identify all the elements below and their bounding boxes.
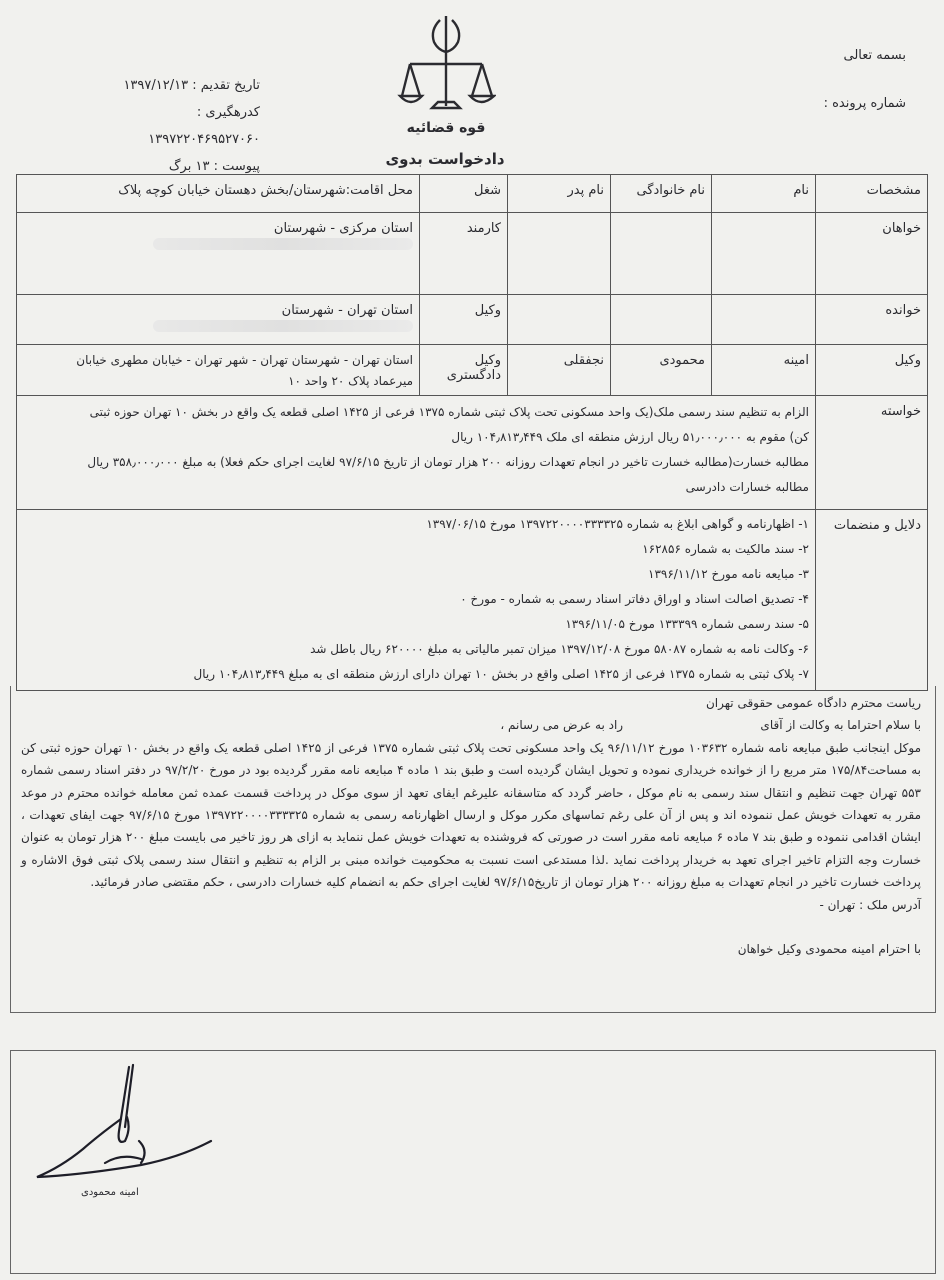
lawyer-father: نجفقلی [508, 345, 611, 396]
petition-body [21, 692, 921, 960]
submit-date: تاریخ تقدیم : ۱۳۹۷/۱۲/۱۳ [123, 78, 260, 93]
lawyer-family: محمودی [611, 345, 712, 396]
header-address: محل اقامت:شهرستان/بخش دهستان خیابان کوچه پلاک [17, 175, 420, 213]
evidence-item: ۵- سند رسمی شماره ۱۳۳۳۹۹ مورخ ۱۳۹۶/۱۱/۰۵ [565, 617, 809, 631]
defendant-address-cell [17, 295, 420, 345]
defendant-family [611, 295, 712, 345]
defendant-address: استان تهران - شهرستان [281, 303, 413, 318]
petition-table [16, 174, 928, 691]
header-meta [90, 72, 260, 180]
document-title: دادخواست بدوی [385, 150, 505, 168]
organization-name: قوه قضائیه [406, 120, 486, 136]
judiciary-emblem-icon [396, 12, 496, 116]
lawyer-address-line-2: میرعماد پلاک ۲۰ واحد ۱۰ [288, 374, 413, 388]
defendant-father [508, 295, 611, 345]
property-address: آدرس ملک : تهران - [819, 897, 921, 912]
defendant-name [712, 295, 816, 345]
claim-content [17, 396, 816, 510]
lawyer-name: امینه [712, 345, 816, 396]
plaintiff-job: کارمند [420, 213, 508, 295]
body-paragraph: موکل اینجانب طبق مبایعه نامه شماره ۱۰۳۶۳۲ مورخ ۹۶/۱۱/۱۲ یک واحد مسکونی تحت پلاک ثبتی شماره ۱۳۷۵ فرعی از ۱۴۲۵ اصلی قطعه یک واقع در بخش ۱۰ تهران حوزه ثبتی کن به مساحت۱۷۵/۸۴ متر مربع را از خوانده خریداری نموده و تحویل ایشان گردیده است و طبق بند ۱ ماده ۴ مبایعه نامه مقرر گردیده بود در مورخ ۹۷/۲/۲۰ در دفتر اسناد رسمی شماره ۵۵۳ تهران جهت تنظیم و انتقال سند رسمی به نام موکل ، حاضر گردد که متاسفانه علیرغم ایفای تعهد از سوی موکل در پرداخت قسمت عمده ثمن معامله خوانده محترم در موعد مقرر به تعهدات خویش عمل ننموده اند و پس از آن علی رغم تماسهای مکرر موکل و ارسال اظهارنامه رسمی به شماره ۱۳۹۷۲۲۰۰۰۰۳۳۳۳۲۵ مورخ ۹۷/۶/۱۵ جهت ایفای تعهدات ، ایشان اقدامی ننموده و طبق بند ۷ ماده ۶ مبایعه نامه مقرر است در صورتی که فروشنده به تعهدات خویش عمل ننماید به ازای هر روز تاخیر می بایست مبلغ ۲۰۰ هزار تومان به عنوان خسارت وجه التزام تاخیر اجرای تعهد به خریدار پرداخت نماید .لذا مستدعی است نسبت به محکومیت خوانده مبنی بر الزام به تنظیم و انتقال سند رسمی پلاک ثبتی فوق الاشاره و پرداخت خسارت تاخیر در انجام تعهدات به مبلغ روزانه ۲۰۰ هزار تومان از تاریخ۹۷/۶/۱۵ لغایت اجرای حکم به انضمام کلیه خسارات دادرسی ، حکم مقتضی صادر فرمائید. [21, 740, 922, 890]
evidence-item: ۴- تصدیق اصالت اسناد و اوراق دفاتر اسناد رسمی به شماره - مورخ ۰ [460, 592, 809, 606]
table-header-row [17, 175, 928, 213]
evidence-row [17, 510, 928, 691]
evidence-item: ۱- اظهارنامه و گواهی ابلاغ به شماره ۱۳۹۷۲۲۰۰۰۰۳۳۳۳۲۵ مورخ ۱۳۹۷/۰۶/۱۵ [426, 517, 809, 531]
evidence-item: ۳- مبایعه نامه مورخ ۱۳۹۶/۱۱/۱۲ [648, 567, 809, 581]
plaintiff-father [508, 213, 611, 295]
claim-label: خواسته [816, 396, 928, 510]
claim-line-2: کن) مقوم به ۵۱٫۰۰۰٫۰۰۰ ریال ارزش منطقه ای ملک ۱۰۴٫۸۱۳٫۴۴۹ ریال [451, 430, 809, 444]
claim-line-1: الزام به تنظیم سند رسمی ملک(یک واحد مسکونی تحت پلاک ثبتی شماره ۱۳۷۵ فرعی از ۱۴۲۵ اصلی قطعه یک واقع در بخش ۱۰ تهران حوزه ثبتی [89, 405, 809, 419]
evidence-item: ۲- سند مالکیت به شماره ۱۶۲۸۵۶ [642, 542, 809, 556]
evidence-item: ۶- وکالت نامه به شماره ۵۸۰۸۷ مورخ ۱۳۹۷/۱۲/۰۸ میزان تمبر مالیاتی به مبلغ ۶۲۰۰۰۰ ریال باطل شد [310, 642, 809, 656]
tracking-code: کدرهگیری : ۱۳۹۷۲۲۰۴۶۹۵۲۷۰۶۰ [148, 105, 260, 147]
header-family: نام خانوادگی [611, 175, 712, 213]
claim-row [17, 396, 928, 510]
plaintiff-label: خواهان [816, 213, 928, 295]
closing: با احترام امینه محمودی وکیل خواهان [737, 942, 921, 957]
signature-box [10, 1050, 936, 1274]
claim-line-3: مطالبه خسارت(مطالبه خسارت تاخیر در انجام تعهدات روزانه ۲۰۰ هزار تومان از تاریخ ۹۷/۶/۱۵ لغایت اجرای حکم فعلا) به مبلغ ۳۵۸٫۰۰۰٫۰۰۰ ریال [87, 455, 809, 469]
evidence-label: دلایل و منضمات [816, 510, 928, 691]
plaintiff-name [712, 213, 816, 295]
recipient: ریاست محترم دادگاه عمومی حقوقی تهران [705, 696, 921, 710]
plaintiff-family [611, 213, 712, 295]
lawyer-row [17, 345, 928, 396]
basmala: بسمه تعالی [843, 48, 906, 63]
header-job: شغل [420, 175, 508, 213]
lawyer-address-line-1: استان تهران - شهرستان تهران - شهر تهران - خیابان مطهری خیابان [76, 353, 413, 367]
greeting: با سلام احتراما به وکالت از آقای راد به عرض می رسانم ، [500, 718, 921, 733]
plaintiff-address: استان مرکزی - شهرستان [273, 221, 413, 236]
defendant-job: وکیل [420, 295, 508, 345]
plaintiff-row [17, 213, 928, 295]
file-number-label: شماره پرونده : [823, 96, 906, 111]
signature-icon [21, 1057, 221, 1187]
evidence-content [17, 510, 816, 691]
redaction-blur [153, 320, 413, 332]
attachment-count: پیوست : ۱۳ برگ [168, 159, 260, 174]
redaction-blur [153, 238, 413, 250]
header-father: نام پدر [508, 175, 611, 213]
header-name: نام [712, 175, 816, 213]
defendant-label: خوانده [816, 295, 928, 345]
signature-name: امینه محمودی [81, 1187, 139, 1198]
plaintiff-address-cell [17, 213, 420, 295]
lawyer-label: وکیل [816, 345, 928, 396]
petition-body-box [10, 686, 936, 1013]
header-specs: مشخصات [816, 175, 928, 213]
claim-line-4: مطالبه خسارات دادرسی [685, 480, 809, 494]
evidence-item: ۷- پلاک ثبتی به شماره ۱۳۷۵ فرعی از ۱۴۲۵ اصلی واقع در بخش ۱۰ تهران دارای ارزش منطقه ای به مبلغ ۱۰۴٫۸۱۳٫۴۴۹ ریال [193, 667, 809, 681]
lawyer-address-cell [17, 345, 420, 396]
defendant-row [17, 295, 928, 345]
lawyer-job: وکیل دادگستری [420, 345, 508, 396]
